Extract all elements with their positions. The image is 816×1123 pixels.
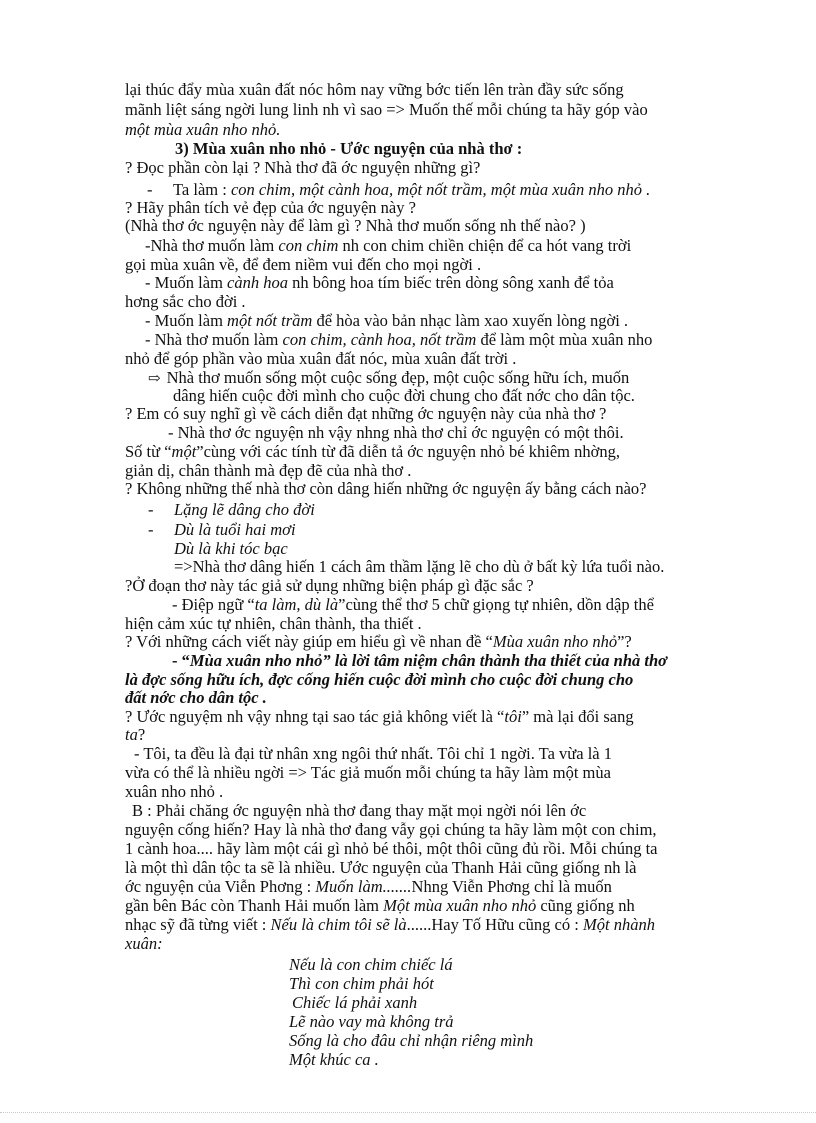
bullet-dash: - <box>147 180 153 199</box>
text-line <box>145 273 614 293</box>
question: ? Không những thế nhà thơ còn dâng hiến những ớc nguyện ấy bằng cách nào? <box>125 479 647 498</box>
bold-italic-span: ” là lời tâm niệm chân thành tha thiết của nhà thơ <box>322 651 668 670</box>
italic-span: con chim <box>278 236 339 255</box>
question: ? Hãy phân tích vẻ đẹp của ớc nguyện này ? <box>125 198 416 217</box>
text-span: - Điệp ngữ “ <box>172 595 255 614</box>
text-line: hơng sắc cho đời . <box>125 292 246 311</box>
bullet-dash: - <box>148 520 154 539</box>
italic-span: ta <box>125 725 138 744</box>
text-span: gần bên Bác còn Thanh Hải muốn làm <box>125 896 384 915</box>
poem-line: Lẽ nào vay mà không trả <box>289 1012 454 1031</box>
text-span: - “ <box>172 651 190 670</box>
italic-span: Mùa xuân nho nhỏ <box>492 632 618 651</box>
text-line <box>145 236 631 256</box>
text-line <box>145 311 628 331</box>
text-line: xuân: <box>125 934 163 953</box>
text-line <box>125 896 635 916</box>
italic-span: Một mùa xuân nho nhỏ <box>383 896 537 915</box>
text-line: nguyện cống hiến? Hay là nhà thơ đang vẫy gọi chúng ta hãy làm một con chim, <box>125 820 657 839</box>
text-line: vừa có thể là nhiều ngời => Tác giả muốn mỗi chúng ta hãy làm một mùa <box>125 763 611 782</box>
text-span: ”cùng với các tính từ đã diễn tả ớc nguyện nhỏ bé khiêm nhờng, <box>196 442 620 461</box>
text-span: cũng giống nh <box>536 896 635 915</box>
question: ?Ở đoạn thơ này tác giả sử dụng những biện pháp gì đặc sắc ? <box>125 576 534 595</box>
text-line: nhỏ để góp phần vào mùa xuân đất nóc, mùa xuân đất trời . <box>125 349 517 368</box>
poem-line: Nếu là con chim chiếc lá <box>289 955 453 974</box>
text-line: =>Nhà thơ dâng hiến 1 cách âm thầm lặng lẽ cho dù ở bất kỳ lứa tuổi nào. <box>174 557 665 576</box>
bullet-item <box>125 180 650 200</box>
text-span: ” mà lại đổi sang <box>521 707 634 726</box>
text-line: hiện cảm xúc tự nhiên, chân thành, tha thiết . <box>125 614 422 633</box>
italic-span: một nốt trầm <box>227 311 313 330</box>
text-span: để làm một mùa xuân nho <box>476 330 653 349</box>
text-span: ớc nguyện của Viễn Phơng : <box>125 877 316 896</box>
question <box>125 725 145 745</box>
text-line: 1 cành hoa.... hãy làm một cái gì nhỏ bé thôi, một thôi cũng đủ rồi. Mỗi chúng ta <box>125 839 658 858</box>
text-span: -Nhà thơ muốn làm <box>145 236 279 255</box>
text-line: - Tôi, ta đều là đại từ nhân xng ngôi thứ nhất. Tôi chỉ 1 ngời. Ta vừa là 1 <box>134 744 612 763</box>
italic-span: ta làm, dù là <box>254 595 339 614</box>
text-span: nh con chim chiền chiện để ca hót vang trời <box>338 236 632 255</box>
bold-italic-span: Mùa xuân nho nhỏ <box>189 651 323 670</box>
italic-span: con chim, một cành hoa, một nốt trầm, một mùa xuân nho nhỏ . <box>230 180 651 199</box>
question <box>125 632 632 652</box>
question: (Nhà thơ ớc nguyện này để làm gì ? Nhà thơ muốn sống nh thế nào? ) <box>125 216 586 235</box>
italic-span: Nếu là chim tôi sẽ là <box>270 915 407 934</box>
text-line: dâng hiến cuộc đời mình cho cuộc đời chung cho đất nớc cho dân tộc. <box>173 386 635 405</box>
text-span: ......Hay Tố Hữu cũng có : <box>406 915 583 934</box>
text-span: - Muốn làm <box>145 311 228 330</box>
section-heading: 3) Mùa xuân nho nhỏ - Ước nguyện của nhà thơ : <box>175 139 523 158</box>
text-line <box>172 595 654 615</box>
italic-span: một <box>171 442 197 461</box>
question <box>125 707 634 727</box>
verse-line <box>148 520 296 540</box>
italic-span: Một nhành <box>582 915 655 934</box>
text-line <box>125 915 655 935</box>
text-line <box>125 442 620 462</box>
text-line <box>125 877 612 897</box>
text-line: - Nhà thơ ớc nguyện nh vậy nhng nhà thơ chỉ ớc nguyện có một thôi. <box>168 423 624 442</box>
text-span: - Muốn làm <box>145 273 228 292</box>
poem-line: Chiếc lá phải xanh <box>292 993 418 1012</box>
text-line: B : Phải chăng ớc nguyện nhà thơ đang thay mặt mọi ngời nói lên ớc <box>132 801 587 820</box>
text-line <box>145 330 652 350</box>
question: ? Em có suy nghĩ gì về cách diễn đạt những ớc nguyện này của nhà thơ ? <box>125 404 607 423</box>
text-span: ? Ước nguyệm nh vậy nhng tại sao tác giả không viết là “ <box>125 707 505 726</box>
bold-line: là đợc sống hữu ích, đợc cống hiến cuộc đời mình cho cuộc đời chung cho <box>125 670 634 689</box>
text-span: ”cùng thể thơ 5 chữ giọng tự nhiên, dồn dập thể <box>338 595 654 614</box>
page-bottom-divider <box>0 1112 816 1113</box>
text-span: Ta làm : <box>173 180 231 199</box>
italic-span: tôi <box>504 707 522 726</box>
poem-line: Một khúc ca . <box>289 1050 379 1069</box>
text-line: lại thúc đẩy mùa xuân đất nóc hôm nay vững bớc tiến lên tràn đầy sức sống <box>125 80 624 99</box>
text-span: - Nhà thơ muốn làm <box>145 330 283 349</box>
poem-line: Sống là cho đâu chỉ nhận riêng mình <box>289 1031 534 1050</box>
text-line: mãnh liệt sáng ngời lung linh nh vì sao => Muốn thế mỗi chúng ta hãy góp vào <box>125 100 648 119</box>
bold-line: đất nớc cho dân tộc . <box>125 688 267 707</box>
text-line: là một thì dân tộc ta sẽ là nhiều. Ước nguyện của Thanh Hải cũng giống nh là <box>125 858 637 877</box>
text-span: Nhng Viễn Phơng chỉ là muốn <box>411 877 612 896</box>
question: ? Đọc phần còn lại ? Nhà thơ đã ớc nguyện những gì? <box>125 158 481 177</box>
bullet-dash: - <box>148 500 154 519</box>
text-span: ”? <box>617 632 632 651</box>
text-span: ? Với những cách viết này giúp em hiểu gì về nhan đề “ <box>125 632 493 651</box>
text-span: nhạc sỹ đã từng viết : <box>125 915 271 934</box>
arrow-right-icon: ⇨ <box>148 371 161 387</box>
italic-span: cành hoa <box>227 273 288 292</box>
verse-line: Dù là khi tóc bạc <box>174 539 288 558</box>
bold-line <box>172 651 667 671</box>
text-span: nh bông hoa tím biếc trên dòng sông xanh để tỏa <box>288 273 614 292</box>
text-span: Số từ “ <box>125 442 172 461</box>
text-line: giản dị, chân thành mà đẹp đẽ của nhà thơ . <box>125 461 412 480</box>
text-line: một mùa xuân nho nhỏ. <box>125 120 281 139</box>
italic-span: Lặng lẽ dâng cho đời <box>174 500 315 519</box>
italic-span: Muốn làm....... <box>315 877 412 896</box>
italic-span: con chim, cành hoa, nốt trầm <box>282 330 477 349</box>
text-span: ? <box>137 725 146 744</box>
text-line: gọi mùa xuân về, để đem niềm vui đến cho mọi ngời . <box>125 255 482 274</box>
text-span: Nhà thơ muốn sống một cuộc sống đẹp, một cuộc sống hữu ích, muốn <box>166 368 630 387</box>
verse-line <box>148 500 315 520</box>
italic-span: Dù là tuổi hai mơi <box>174 520 296 539</box>
poem-line: Thì con chim phải hót <box>289 974 434 993</box>
text-line: xuân nho nhỏ . <box>125 782 224 801</box>
text-span: để hòa vào bản nhạc làm xao xuyến lòng ngời . <box>312 311 629 330</box>
